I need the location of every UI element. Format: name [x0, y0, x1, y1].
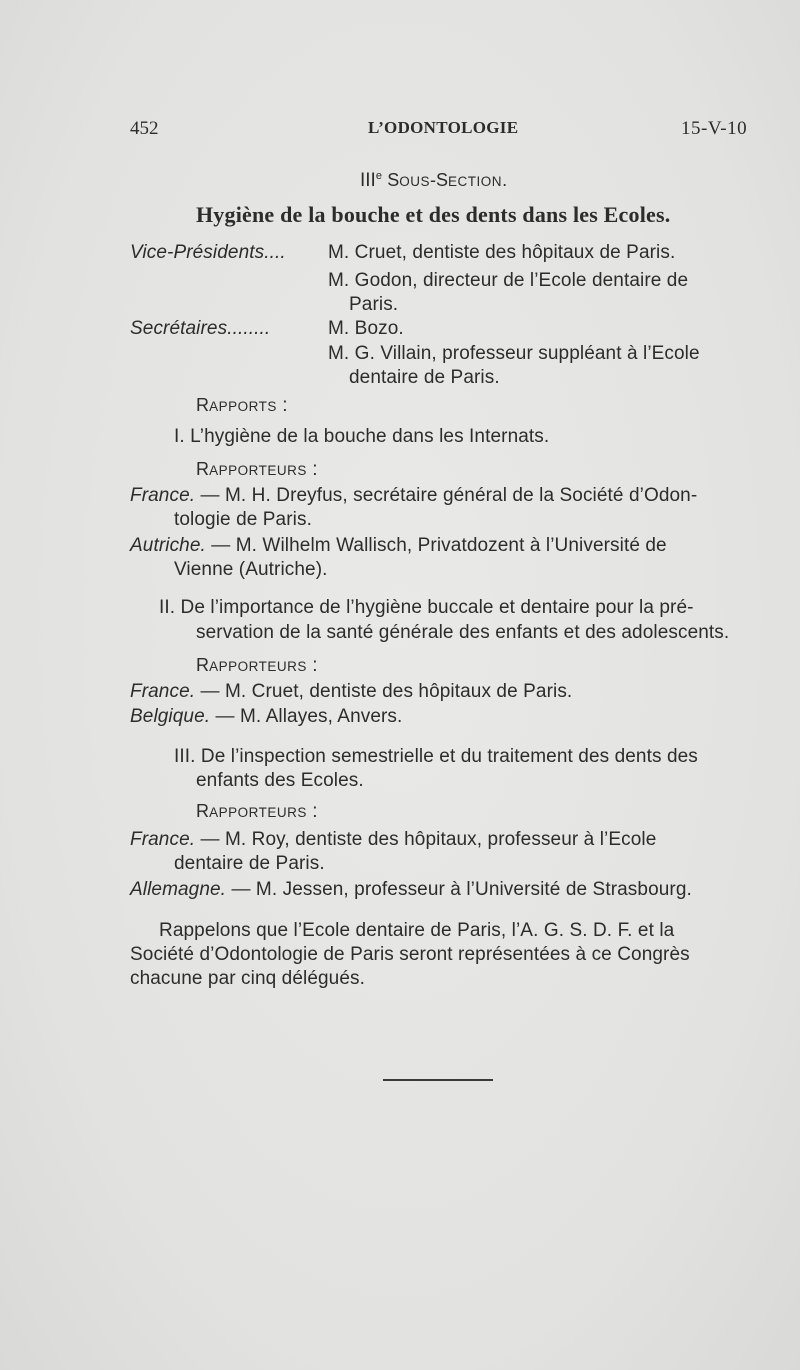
report-1-rapporteur-1-line2: tologie de Paris. — [174, 509, 312, 530]
report-2-title-line2: servation de la santé générale des enfants et des adolescents. — [196, 622, 730, 643]
report-3-rapporteur-1-line1 — [130, 829, 656, 851]
closing-line-1: Rappelons que l’Ecole dentaire de Paris, l’A. G. S. D. F. et la — [159, 920, 675, 941]
subsection-superscript: e — [375, 170, 382, 182]
issue-date: 15-V-10 — [681, 118, 748, 139]
subsection-name-rest: OUS — [399, 174, 431, 189]
report-3-title-line2: enfants des Ecoles. — [196, 770, 364, 791]
subsection-name-cap: S — [387, 170, 400, 190]
secretary-2-line1: M. G. Villain, professeur suppléant à l’Ecole — [328, 343, 700, 364]
subsection-name-dash: - — [430, 170, 437, 190]
rapporteurs-cap: R — [196, 459, 210, 479]
secretary-2-line2: dentaire de Paris. — [349, 367, 500, 388]
country-label: Allemagne. — [130, 879, 227, 900]
report-2-rapporteur-1 — [130, 681, 572, 703]
subsection-name-end: . — [502, 170, 508, 190]
rapporteur-text: — M. H. Dreyfus, secrétaire général de la Société d’Odon- — [195, 485, 698, 506]
report-1-rapporteur-1-line1 — [130, 485, 697, 507]
country-label: France. — [130, 485, 196, 506]
report-2-rapporteurs-heading — [196, 654, 318, 678]
report-3-title-line1: III. De l’inspection semestrielle et du traitement des dents des — [174, 746, 698, 767]
report-3-rapporteur-2 — [130, 879, 692, 901]
country-label: France. — [130, 681, 196, 702]
subsection-name-cap: S — [436, 170, 449, 190]
rapports-colon: : — [276, 395, 288, 416]
vice-president-2-line1: M. Godon, directeur de l’Ecole dentaire de — [328, 270, 689, 291]
vice-presidents-label: Vice-Présidents.... — [130, 242, 286, 263]
report-1-rapporteur-2-line2: Vienne (Autriche). — [174, 559, 328, 580]
rapports-cap: R — [196, 395, 210, 415]
rapporteurs-colon: : — [306, 459, 318, 480]
report-3-rapporteurs-heading — [196, 800, 318, 824]
report-2-rapporteur-2 — [130, 706, 402, 728]
page-number: 452 — [130, 118, 159, 139]
rapporteurs-rest: APPORTEURS — [209, 805, 307, 820]
report-2-title-line1: II. De l’importance de l’hygiène buccale et dentaire pour la pré- — [159, 597, 694, 618]
secretary-1: M. Bozo. — [328, 318, 404, 339]
report-1-rapporteurs-heading — [196, 458, 318, 482]
rapporteurs-cap: R — [196, 655, 210, 675]
subsection-heading — [360, 170, 507, 192]
report-1-title: I. L’hygiène de la bouche dans les Internats. — [174, 426, 550, 447]
rapporteur-text: — M. Roy, dentiste des hôpitaux, professeur à l’Ecole — [195, 829, 657, 850]
report-3-rapporteur-1-line2: dentaire de Paris. — [174, 853, 325, 874]
rapporteurs-rest: APPORTEURS — [209, 463, 307, 478]
rapporteurs-cap: R — [196, 801, 210, 821]
section-title: Hygiène de la bouche et des dents dans les Ecoles. — [196, 202, 671, 227]
report-1-rapporteur-2-line1 — [130, 535, 667, 557]
country-label: Autriche. — [130, 535, 206, 556]
rapporteur-text: — M. Cruet, dentiste des hôpitaux de Paris. — [195, 681, 573, 702]
rapporteurs-colon: : — [306, 801, 318, 822]
secretaries-label: Secrétaires........ — [130, 318, 271, 339]
subsection-numeral: III — [360, 170, 376, 191]
subsection-name-rest: ECTION — [448, 174, 503, 189]
vice-president-2-line2: Paris. — [349, 294, 399, 315]
closing-line-2: Société d’Odontologie de Paris seront représentées à ce Congrès — [130, 944, 690, 965]
country-label: Belgique. — [130, 706, 211, 727]
rapporteurs-rest: APPORTEURS — [209, 659, 307, 674]
end-rule — [383, 1079, 493, 1081]
rapports-rest: APPORTS — [209, 399, 277, 414]
rapporteur-text: — M. Wilhelm Wallisch, Privatdozent à l’Université de — [205, 535, 667, 556]
country-label: France. — [130, 829, 196, 850]
closing-line-3: chacune par cinq délégués. — [130, 968, 365, 989]
rapporteurs-colon: : — [306, 655, 318, 676]
rapporteur-text: — M. Allayes, Anvers. — [210, 706, 403, 727]
rapporteur-text: — M. Jessen, professeur à l’Université de Strasbourg. — [226, 879, 692, 900]
vice-president-1: M. Cruet, dentiste des hôpitaux de Paris. — [328, 242, 676, 263]
journal-title: L’ODONTOLOGIE — [368, 118, 519, 137]
rapports-heading — [196, 394, 288, 418]
